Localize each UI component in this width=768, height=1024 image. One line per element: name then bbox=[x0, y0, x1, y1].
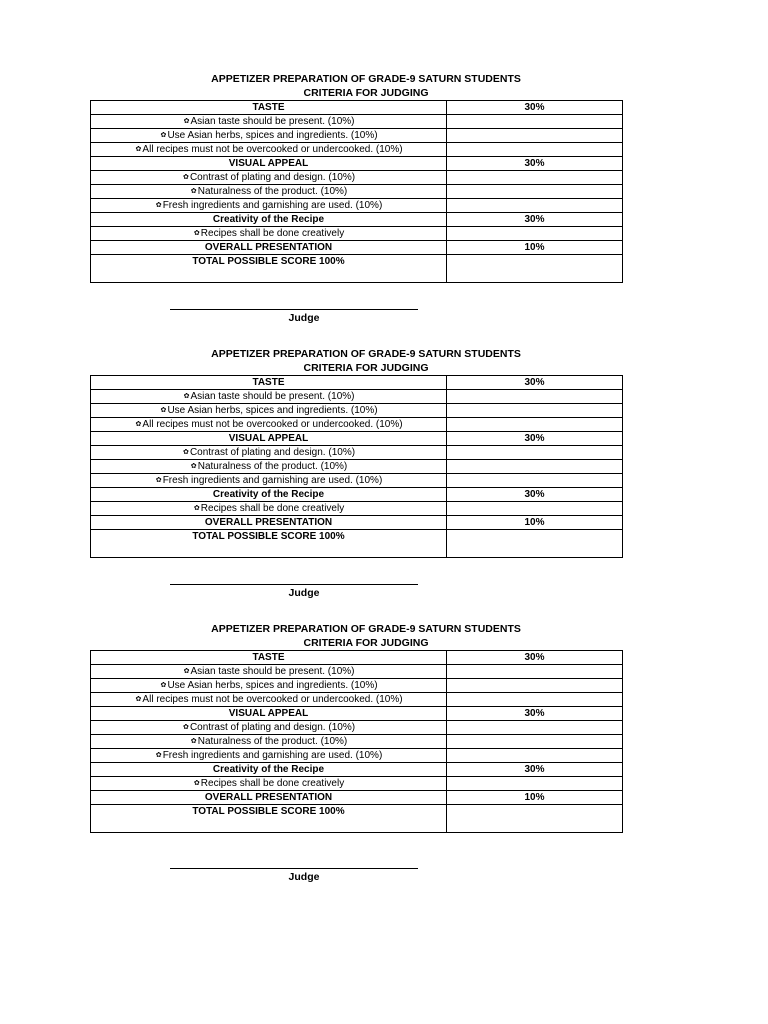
score-cell[interactable] bbox=[447, 693, 623, 707]
score-cell[interactable] bbox=[447, 404, 623, 418]
table-row bbox=[91, 707, 623, 721]
score-cell[interactable] bbox=[447, 460, 623, 474]
score-cell[interactable] bbox=[447, 502, 623, 516]
signature-line bbox=[170, 868, 418, 869]
criterion-visual: VISUAL APPEAL bbox=[91, 432, 447, 446]
table-row bbox=[91, 390, 623, 404]
criterion-item: Recipes shall be done creatively bbox=[200, 503, 345, 514]
criterion-item: Contrast of plating and design. (10%) bbox=[189, 447, 356, 458]
criterion-item: All recipes must not be overcooked or undercooked. (10%) bbox=[142, 694, 403, 705]
score-cell[interactable] bbox=[447, 665, 623, 679]
rubric-subtitle: CRITERIA FOR JUDGING bbox=[303, 87, 429, 99]
criterion-item: Asian taste should be present. (10%) bbox=[190, 666, 355, 677]
table-row bbox=[91, 129, 623, 143]
table-row bbox=[91, 376, 623, 390]
score-cell[interactable] bbox=[447, 185, 623, 199]
table-row bbox=[91, 777, 623, 791]
score-visual: 30% bbox=[447, 157, 623, 171]
table-row bbox=[91, 749, 623, 763]
table-row bbox=[91, 227, 623, 241]
signature-line bbox=[170, 309, 418, 310]
flower-bullet-icon: ✿ bbox=[183, 449, 189, 456]
flower-bullet-icon: ✿ bbox=[183, 724, 189, 731]
flower-bullet-icon: ✿ bbox=[135, 421, 142, 428]
table-row bbox=[91, 763, 623, 777]
table-row bbox=[91, 791, 623, 805]
flower-bullet-icon: ✿ bbox=[193, 505, 200, 512]
table-row bbox=[91, 432, 623, 446]
table-row bbox=[91, 185, 623, 199]
table-row bbox=[91, 805, 623, 833]
table-row bbox=[91, 679, 623, 693]
flower-bullet-icon: ✿ bbox=[183, 174, 189, 181]
criterion-item: Contrast of plating and design. (10%) bbox=[189, 172, 356, 183]
flower-bullet-icon: ✿ bbox=[135, 696, 142, 703]
signature-line bbox=[170, 584, 418, 585]
score-creativity: 30% bbox=[447, 488, 623, 502]
flower-bullet-icon: ✿ bbox=[190, 463, 197, 470]
table-row bbox=[91, 446, 623, 460]
rubric-title: APPETIZER PREPARATION OF GRADE-9 SATURN STUDENTS bbox=[211, 73, 521, 85]
criterion-taste: TASTE bbox=[91, 651, 447, 665]
criterion-visual: VISUAL APPEAL bbox=[91, 707, 447, 721]
criterion-item: Naturalness of the product. (10%) bbox=[197, 186, 348, 197]
criterion-item: Naturalness of the product. (10%) bbox=[197, 736, 348, 747]
total-score-label: TOTAL POSSIBLE SCORE 100% bbox=[91, 805, 447, 833]
criterion-item: Recipes shall be done creatively bbox=[200, 778, 345, 789]
table-row bbox=[91, 651, 623, 665]
flower-bullet-icon: ✿ bbox=[160, 132, 167, 139]
criterion-item: Fresh ingredients and garnishing are used. (10%) bbox=[162, 200, 383, 211]
criterion-item: All recipes must not be overcooked or undercooked. (10%) bbox=[142, 419, 403, 430]
criterion-item: Use Asian herbs, spices and ingredients. (10%) bbox=[167, 405, 378, 416]
total-score-label: TOTAL POSSIBLE SCORE 100% bbox=[91, 530, 447, 558]
table-row bbox=[91, 721, 623, 735]
score-visual: 30% bbox=[447, 432, 623, 446]
table-row bbox=[91, 735, 623, 749]
score-cell[interactable] bbox=[447, 227, 623, 241]
criterion-item: Asian taste should be present. (10%) bbox=[190, 391, 355, 402]
score-overall: 10% bbox=[447, 516, 623, 530]
score-visual: 30% bbox=[447, 707, 623, 721]
rubric-section-2 bbox=[90, 347, 622, 558]
table-row bbox=[91, 502, 623, 516]
score-overall: 10% bbox=[447, 241, 623, 255]
criterion-item: Fresh ingredients and garnishing are used. (10%) bbox=[162, 750, 383, 761]
judge-label: Judge bbox=[288, 587, 320, 599]
table-row bbox=[91, 241, 623, 255]
flower-bullet-icon: ✿ bbox=[135, 146, 142, 153]
score-overall: 10% bbox=[447, 791, 623, 805]
rubric-section-3 bbox=[90, 622, 622, 833]
table-row bbox=[91, 143, 623, 157]
criterion-creativity: Creativity of the Recipe bbox=[91, 763, 447, 777]
score-cell[interactable] bbox=[447, 129, 623, 143]
score-creativity: 30% bbox=[447, 763, 623, 777]
criterion-item: Use Asian herbs, spices and ingredients. (10%) bbox=[167, 680, 378, 691]
criterion-item: Fresh ingredients and garnishing are used. (10%) bbox=[162, 475, 383, 486]
table-row bbox=[91, 171, 623, 185]
criterion-overall: OVERALL PRESENTATION bbox=[91, 516, 447, 530]
score-cell[interactable] bbox=[447, 777, 623, 791]
criteria-table bbox=[90, 100, 623, 283]
total-score-cell[interactable] bbox=[447, 530, 623, 558]
score-cell[interactable] bbox=[447, 735, 623, 749]
flower-bullet-icon: ✿ bbox=[160, 682, 167, 689]
table-row bbox=[91, 404, 623, 418]
rubric-section-1 bbox=[90, 72, 622, 283]
criterion-item: Asian taste should be present. (10%) bbox=[190, 116, 355, 127]
score-taste: 30% bbox=[447, 651, 623, 665]
criterion-taste: TASTE bbox=[91, 101, 447, 115]
score-taste: 30% bbox=[447, 101, 623, 115]
table-row bbox=[91, 488, 623, 502]
criterion-item: Naturalness of the product. (10%) bbox=[197, 461, 348, 472]
score-cell[interactable] bbox=[447, 749, 623, 763]
table-row bbox=[91, 530, 623, 558]
flower-bullet-icon: ✿ bbox=[160, 407, 167, 414]
rubric-title: APPETIZER PREPARATION OF GRADE-9 SATURN STUDENTS bbox=[211, 623, 521, 635]
score-taste: 30% bbox=[447, 376, 623, 390]
table-row bbox=[91, 460, 623, 474]
criteria-table bbox=[90, 650, 623, 833]
table-row bbox=[91, 418, 623, 432]
flower-bullet-icon: ✿ bbox=[183, 118, 190, 125]
score-creativity: 30% bbox=[447, 213, 623, 227]
table-row bbox=[91, 199, 623, 213]
score-cell[interactable] bbox=[447, 679, 623, 693]
table-row bbox=[91, 157, 623, 171]
criterion-taste: TASTE bbox=[91, 376, 447, 390]
table-row bbox=[91, 665, 623, 679]
score-cell[interactable] bbox=[447, 390, 623, 404]
flower-bullet-icon: ✿ bbox=[183, 668, 190, 675]
score-cell[interactable] bbox=[447, 418, 623, 432]
rubric-subtitle: CRITERIA FOR JUDGING bbox=[303, 362, 429, 374]
score-cell[interactable] bbox=[447, 474, 623, 488]
flower-bullet-icon: ✿ bbox=[155, 752, 162, 759]
flower-bullet-icon: ✿ bbox=[193, 230, 200, 237]
table-row bbox=[91, 693, 623, 707]
score-cell[interactable] bbox=[447, 115, 623, 129]
table-row bbox=[91, 213, 623, 227]
criterion-item: All recipes must not be overcooked or undercooked. (10%) bbox=[142, 144, 403, 155]
table-row bbox=[91, 516, 623, 530]
table-row bbox=[91, 115, 623, 129]
total-score-cell[interactable] bbox=[447, 255, 623, 283]
flower-bullet-icon: ✿ bbox=[155, 202, 162, 209]
table-row bbox=[91, 101, 623, 115]
score-cell[interactable] bbox=[447, 171, 623, 185]
rubric-subtitle: CRITERIA FOR JUDGING bbox=[303, 637, 429, 649]
criterion-item: Use Asian herbs, spices and ingredients. (10%) bbox=[167, 130, 378, 141]
criterion-creativity: Creativity of the Recipe bbox=[91, 488, 447, 502]
criterion-item: Contrast of plating and design. (10%) bbox=[189, 722, 356, 733]
criterion-overall: OVERALL PRESENTATION bbox=[91, 791, 447, 805]
judge-label: Judge bbox=[288, 871, 320, 883]
flower-bullet-icon: ✿ bbox=[183, 393, 190, 400]
flower-bullet-icon: ✿ bbox=[190, 188, 197, 195]
flower-bullet-icon: ✿ bbox=[190, 738, 197, 745]
flower-bullet-icon: ✿ bbox=[155, 477, 162, 484]
table-row bbox=[91, 474, 623, 488]
flower-bullet-icon: ✿ bbox=[193, 780, 200, 787]
score-cell[interactable] bbox=[447, 143, 623, 157]
criterion-item: Recipes shall be done creatively bbox=[200, 228, 345, 239]
rubric-title: APPETIZER PREPARATION OF GRADE-9 SATURN STUDENTS bbox=[211, 348, 521, 360]
score-cell[interactable] bbox=[447, 721, 623, 735]
total-score-label: TOTAL POSSIBLE SCORE 100% bbox=[91, 255, 447, 283]
criteria-table bbox=[90, 375, 623, 558]
criterion-creativity: Creativity of the Recipe bbox=[91, 213, 447, 227]
score-cell[interactable] bbox=[447, 199, 623, 213]
table-row bbox=[91, 255, 623, 283]
score-cell[interactable] bbox=[447, 446, 623, 460]
total-score-cell[interactable] bbox=[447, 805, 623, 833]
criterion-visual: VISUAL APPEAL bbox=[91, 157, 447, 171]
judge-label: Judge bbox=[288, 312, 320, 324]
criterion-overall: OVERALL PRESENTATION bbox=[91, 241, 447, 255]
